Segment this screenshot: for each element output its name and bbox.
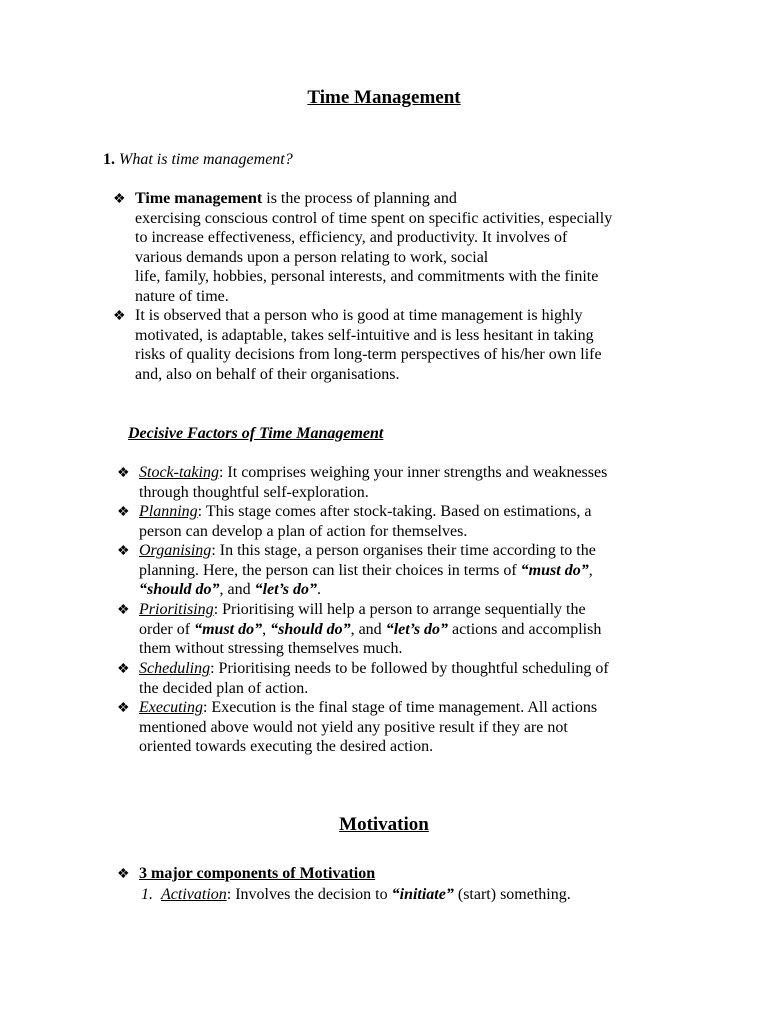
motivation-title: Motivation	[339, 814, 429, 835]
intro-bullet-2-line-4: and, also on behalf of their organisations.	[135, 365, 400, 383]
diamond-bullet-icon: ❖	[117, 603, 130, 618]
intro-bullet-2-line-3: risks of quality decisions from long-term perspectives of his/her own life	[135, 346, 602, 363]
page-title: Time Management	[307, 87, 461, 108]
intro-bullet-1	[135, 189, 695, 306]
intro-bullet-1-line-4: various demands upon a person relating to work, social	[135, 248, 489, 266]
factor-planning: Planning: This stage comes after stock-taking. Based on estimations, a person can develop a plan of action for themselves.	[139, 503, 592, 540]
factor-term: Scheduling	[139, 660, 211, 677]
intro-bullet-2-line-1: It is observed that a person who is good at time management is highly	[135, 307, 583, 324]
motivation-components-heading: 3 major components of Motivation	[139, 865, 376, 882]
diamond-bullet-icon: ❖	[117, 505, 130, 520]
diamond-bullet-icon: ❖	[117, 466, 130, 481]
intro-bullet-1-line-5: life, family, hobbies, personal interests, and commitments with the finite	[135, 268, 599, 285]
factor-term: Executing	[139, 699, 203, 716]
diamond-bullet-icon: ❖	[117, 544, 130, 559]
factor-term: Stock-taking	[139, 464, 219, 481]
diamond-bullet-icon: ❖	[117, 662, 130, 677]
factor-executing: Executing: Execution is the final stage of time management. All actions mentioned above would not yield any positive result if they are not oriented towards executing the desired action.	[139, 699, 598, 755]
factor-prioritising: Prioritising: Prioritising will help a person to arrange sequentially the order of “must do”, “should do”, and “let’s do” actions and accomplish them without stressing themselves much.	[139, 601, 602, 657]
factor-term: Planning	[139, 503, 198, 520]
intro-bullet-2-line-2: motivated, is adaptable, takes self-intuitive and is less hesitant in taking	[135, 326, 594, 344]
question-heading	[103, 150, 293, 170]
intro-bullet-1-line-2: exercising conscious control of time spent on specific activities, especially	[135, 209, 613, 227]
motivation-item-activation: 1. Activation: Involves the decision to “initiate” (start) something.	[141, 886, 571, 903]
factor-organising: Organising: In this stage, a person organises their time according to the planning. Here, the person can list their choices in terms of “must do”, “should do”, and “let’s do”.	[139, 542, 596, 598]
factor-stock-taking: Stock-taking: It comprises weighing your inner strengths and weaknesses through thoughtful self-exploration.	[139, 464, 608, 501]
diamond-bullet-icon: ❖	[117, 867, 130, 882]
intro-bullet-1-line-6: nature of time.	[135, 287, 229, 305]
factor-term: Prioritising	[139, 601, 214, 618]
diamond-bullet-icon: ❖	[117, 701, 130, 716]
intro-bullet-1-line-3: to increase effectiveness, efficiency, and productivity. It involves of	[135, 229, 568, 246]
question-text: What is time management?	[119, 151, 293, 168]
factors-heading: Decisive Factors of Time Management	[128, 425, 384, 442]
item-term: Activation	[161, 886, 227, 903]
diamond-bullet-icon: ❖	[113, 309, 126, 324]
question-number: 1.	[103, 151, 115, 168]
intro-bullet-1-line-1: Time management is the process of planning and	[135, 190, 457, 207]
item-number: 1.	[141, 886, 153, 903]
intro-bullet-2	[135, 306, 695, 384]
factor-scheduling: Scheduling: Prioritising needs to be followed by thoughtful scheduling of the decided plan of action.	[139, 660, 609, 697]
factor-term: Organising	[139, 542, 212, 559]
diamond-bullet-icon: ❖	[113, 192, 126, 207]
